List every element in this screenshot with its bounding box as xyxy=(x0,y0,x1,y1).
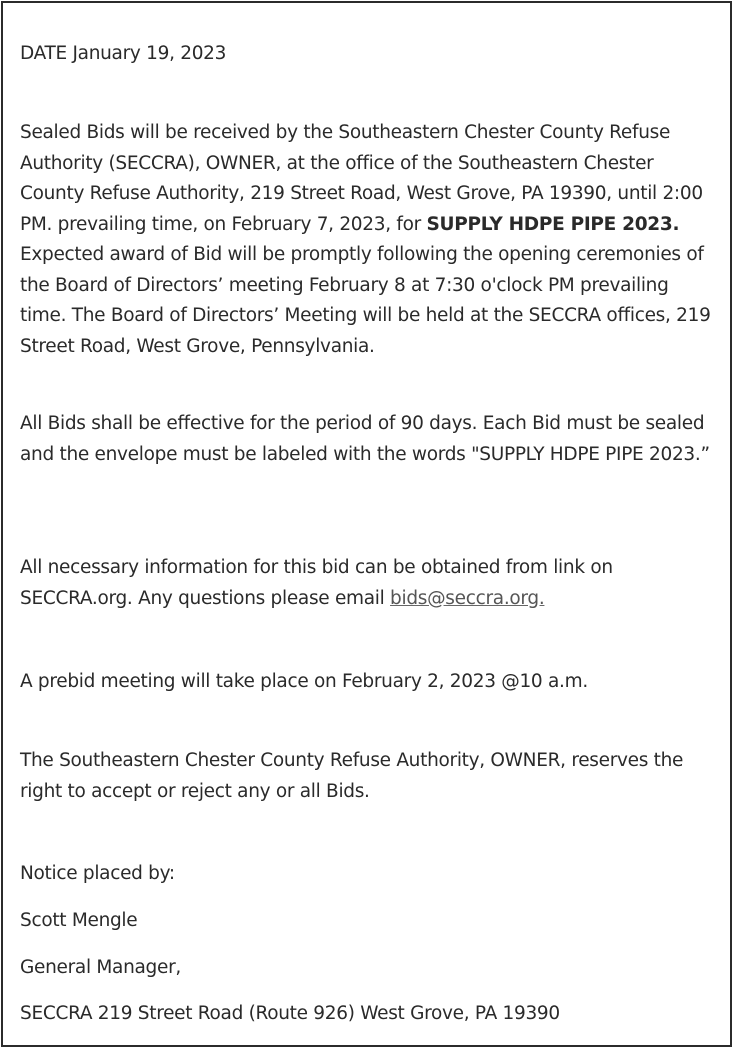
information-text: All necessary information for this bid can be obtained from link on SECCRA.org. Any questions please email xyxy=(20,557,613,609)
signer-address: SECCRA 219 Street Road (Route 926) West Grove, PA 19390 xyxy=(20,1003,560,1024)
signer-title: General Manager, xyxy=(20,957,181,978)
email-link[interactable]: bids@seccra.org. xyxy=(390,587,545,609)
notice-placed-by: Notice placed by: xyxy=(20,863,175,884)
bid-validity-paragraph: All Bids shall be effective for the period of 90 days. Each Bid must be sealed and the envelope must be labeled with the words "SUPPLY HDPE PIPE 2023.” xyxy=(20,413,710,465)
bid-notice xyxy=(1,1,732,1047)
bid-announcement-intro: Sealed Bids will be received by the Southeastern Chester County Refuse Authority (SECCRA), OWNER, at the office of the Southeastern Chester County Refuse Authority, 219 Street Road, West Grove, PA 19390, until 2:00 PM. prevailing time, on February 7, 2023, for xyxy=(20,122,703,235)
bid-name: SUPPLY HDPE PIPE 2023. xyxy=(426,213,680,235)
reservation-paragraph: The Southeastern Chester County Refuse Authority, OWNER, reserves the right to accept or reject any or all Bids. xyxy=(20,750,684,802)
signer-name: Scott Mengle xyxy=(20,910,138,931)
date-line: DATE January 19, 2023 xyxy=(20,43,227,64)
information-paragraph xyxy=(20,553,718,614)
bid-announcement-details: Expected award of Bid will be promptly following the opening ceremonies of the Board of Directors’ meeting February 8 at 7:30 o'clock PM prevailing time. The Board of Directors’ Meeting will be held at the SECCRA offices, 219 Street Road, West Grove, Pennsylvania. xyxy=(20,244,711,357)
bid-announcement-paragraph xyxy=(20,118,718,362)
prebid-meeting-paragraph: A prebid meeting will take place on February 2, 2023 @10 a.m. xyxy=(20,671,588,692)
